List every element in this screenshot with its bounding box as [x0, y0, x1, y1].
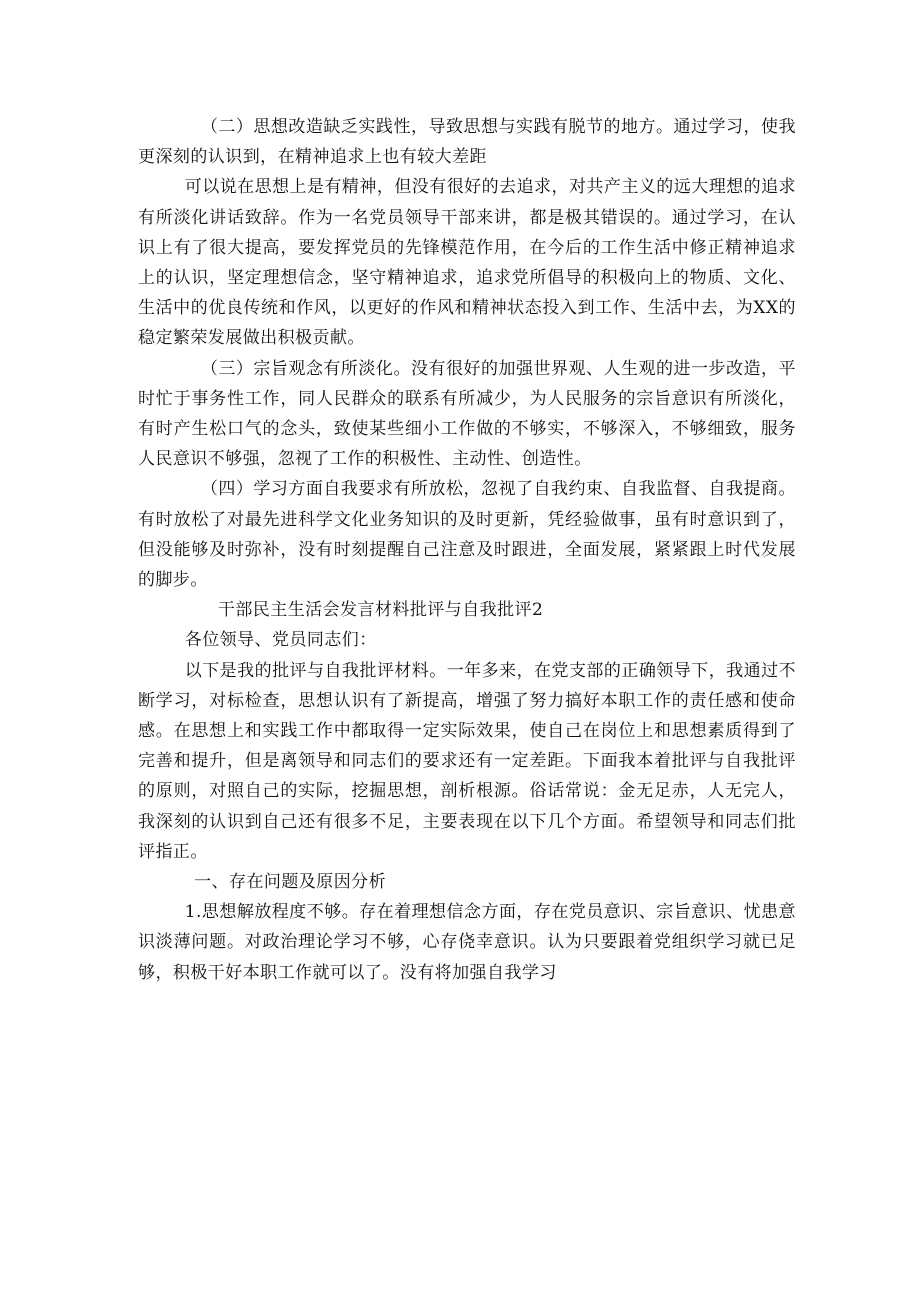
- paragraph-study-requirements: （四）学习方面自我要求有所放松，忽视了自我约束、自我监督、自我提商。有时放松了对最先进科学文化业务知识的及时更新，凭经验做事，虽有时意识到了，但没能够及时弥补，没有时刻提醒自己注意及时跟进，全面发展，紧紧跟上时代发展的脚步。: [138, 479, 796, 591]
- paragraph-spiritual-pursuit: 可以说在思想上是有精神，但没有很好的去追求，对共产主义的远大理想的追求有所淡化讲话致辞。作为一名党员领导干部来讲，都是极其错误的。通过学习，在认识上有了很大提高，要发挥党员的先锋模范作用，在今后的工作生活中修正精神追求上的认识，坚定理想信念，坚守精神追求，追求党所倡导的积极向上的物质、文化、生活中的优良传统和作风，以更好的作风和精神状态投入到工作、生活中去，为XX的稳定繁荣发展做出积极贡献。: [138, 177, 796, 349]
- document-heading: 干部民主生活会发言材料批评与自我批评2: [217, 600, 544, 621]
- paragraph-thought-liberation: 1.思想解放程度不够。存在着理想信念方面，存在党员意识、宗旨意识、忧患意识淡薄问题。对政治理论学习不够，心存侥幸意识。认为只要跟着党组织学习就已足够，积极干好本职工作就可以了。没有将加强自我学习: [138, 902, 796, 983]
- document-page: [138, 112, 796, 988]
- section-title-problems: 一、存在问题及原因分析: [194, 872, 387, 893]
- paragraph-introduction: 以下是我的批评与自我批评材料。一年多来，在党支部的正确领导下，我通过不断学习，对标检查，思想认识有了新提高，增强了努力搞好本职工作的责任感和使命感。在思想上和实践工作中都取得一定实际效果，使自己在岗位上和思想素质得到了完善和提升，但是离领导和同志们的要求还有一定差距。下面我本着批评与自我批评的原则，对照自己的实际，挖掘思想，剖析根源。俗话常说：金无足赤，人无完人，我深刻的认识到自己还有很多不足，主要表现在以下几个方面。希望领导和同志们批评指正。: [138, 660, 796, 862]
- salutation: 各位领导、党员同志们：: [184, 630, 377, 651]
- paragraph-purpose-concept: （三）宗旨观念有所淡化。没有很好的加强世界观、人生观的进一步改造，平时忙于事务性工作，同人民群众的联系有所减少，为人民服务的宗旨意识有所淡化，有时产生松口气的念头，致使某些细小工作做的不够实，不够深入，不够细致，服务人民意识不够强，忽视了工作的积极性、主动性、创造性。: [138, 358, 796, 470]
- paragraph-thought-reform: （二）思想改造缺乏实践性，导致思想与实践有脱节的地方。通过学习，使我更深刻的认识到，在精神追求上也有较大差距: [138, 117, 796, 168]
